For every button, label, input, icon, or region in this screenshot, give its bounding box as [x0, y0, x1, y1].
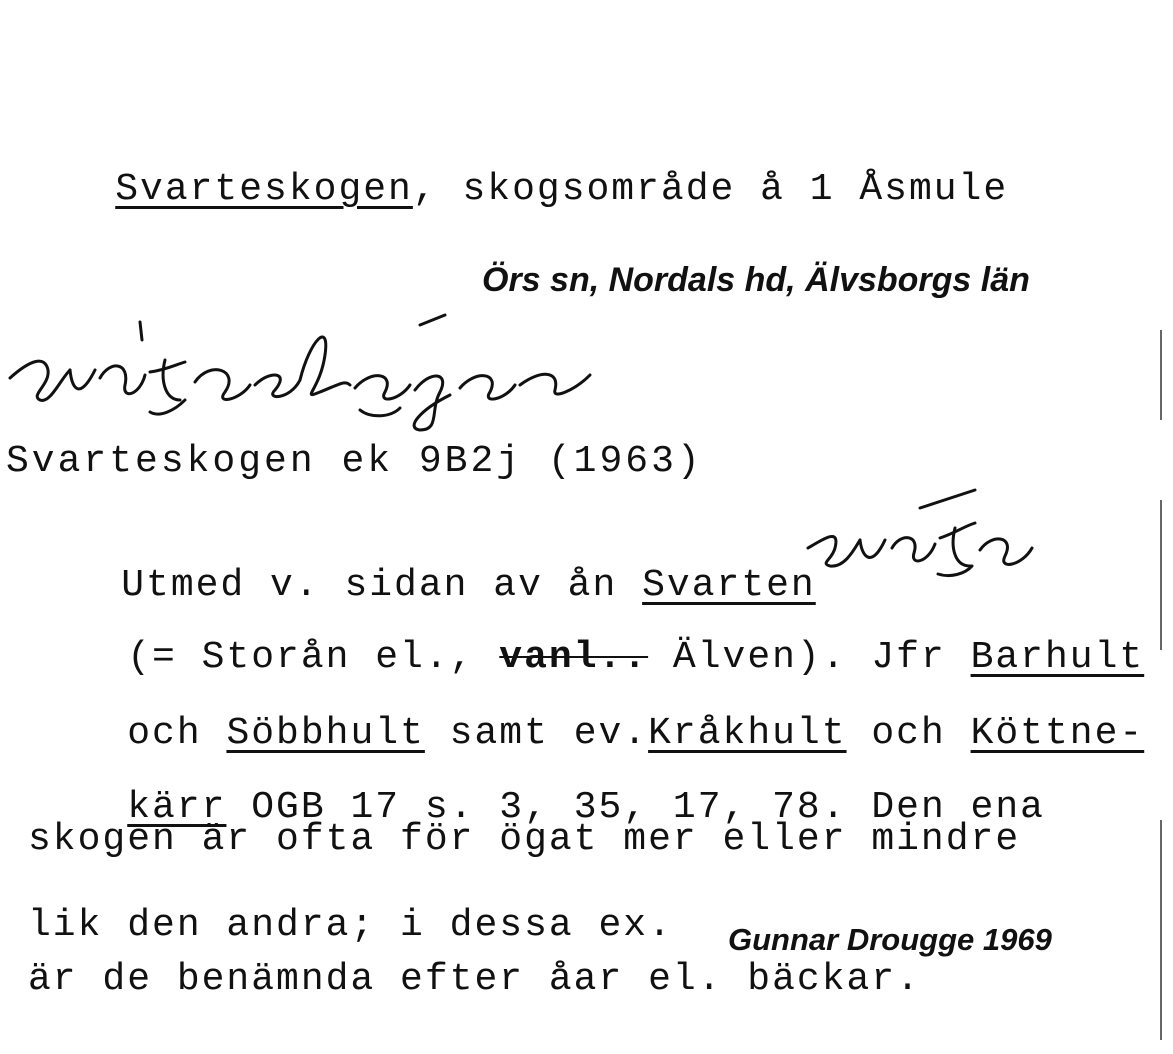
body-line-6: lik den andra; i dessa ex. — [28, 904, 673, 947]
headword: Svarteskogen — [115, 168, 413, 211]
card-edge — [1160, 500, 1162, 650]
card-edge — [1160, 330, 1162, 420]
body-text: samt ev. — [424, 712, 649, 755]
placename-svarten: Svarten — [642, 564, 816, 607]
placename-barhult: Barhult — [970, 636, 1145, 679]
signature: Gunnar Drougge 1969 — [728, 922, 1052, 957]
source-line: Svarteskogen ek 9B2j (1963) — [6, 440, 703, 483]
card-edge — [1160, 820, 1162, 1040]
placename-sobbhult: Söbbhult — [226, 712, 425, 755]
body-text: och — [127, 712, 227, 755]
body-text: OGB 17 s. 3, 35, 17, 78. Den ena — [226, 786, 1045, 829]
handwritten-pronunciation — [0, 300, 640, 450]
body-line-7: är de benämnda efter åar el. bäckar. — [28, 958, 921, 1001]
headword-description: , skogsområde å 1 Åsmule — [412, 168, 1009, 211]
body-text: Älven). Jfr — [648, 636, 971, 679]
handwritten-svata — [800, 478, 1040, 588]
struck-word: vanl.. — [499, 636, 649, 679]
body-text: och — [846, 712, 971, 755]
placename-krakhult: Kråkhult — [648, 712, 847, 755]
headword-line — [16, 124, 1008, 256]
body-text: Utmed v. sidan av ån — [121, 564, 643, 607]
body-line-5: skogen är ofta för ögat mer eller mindre — [28, 818, 1021, 861]
body-text: (= Storån el., — [127, 636, 500, 679]
placename-kottnekarr-cont: kärr — [127, 786, 227, 829]
location-line: Örs sn, Nordals hd, Älvsborgs län — [482, 261, 1030, 299]
placename-kottnekarr: Köttne- — [970, 712, 1145, 755]
